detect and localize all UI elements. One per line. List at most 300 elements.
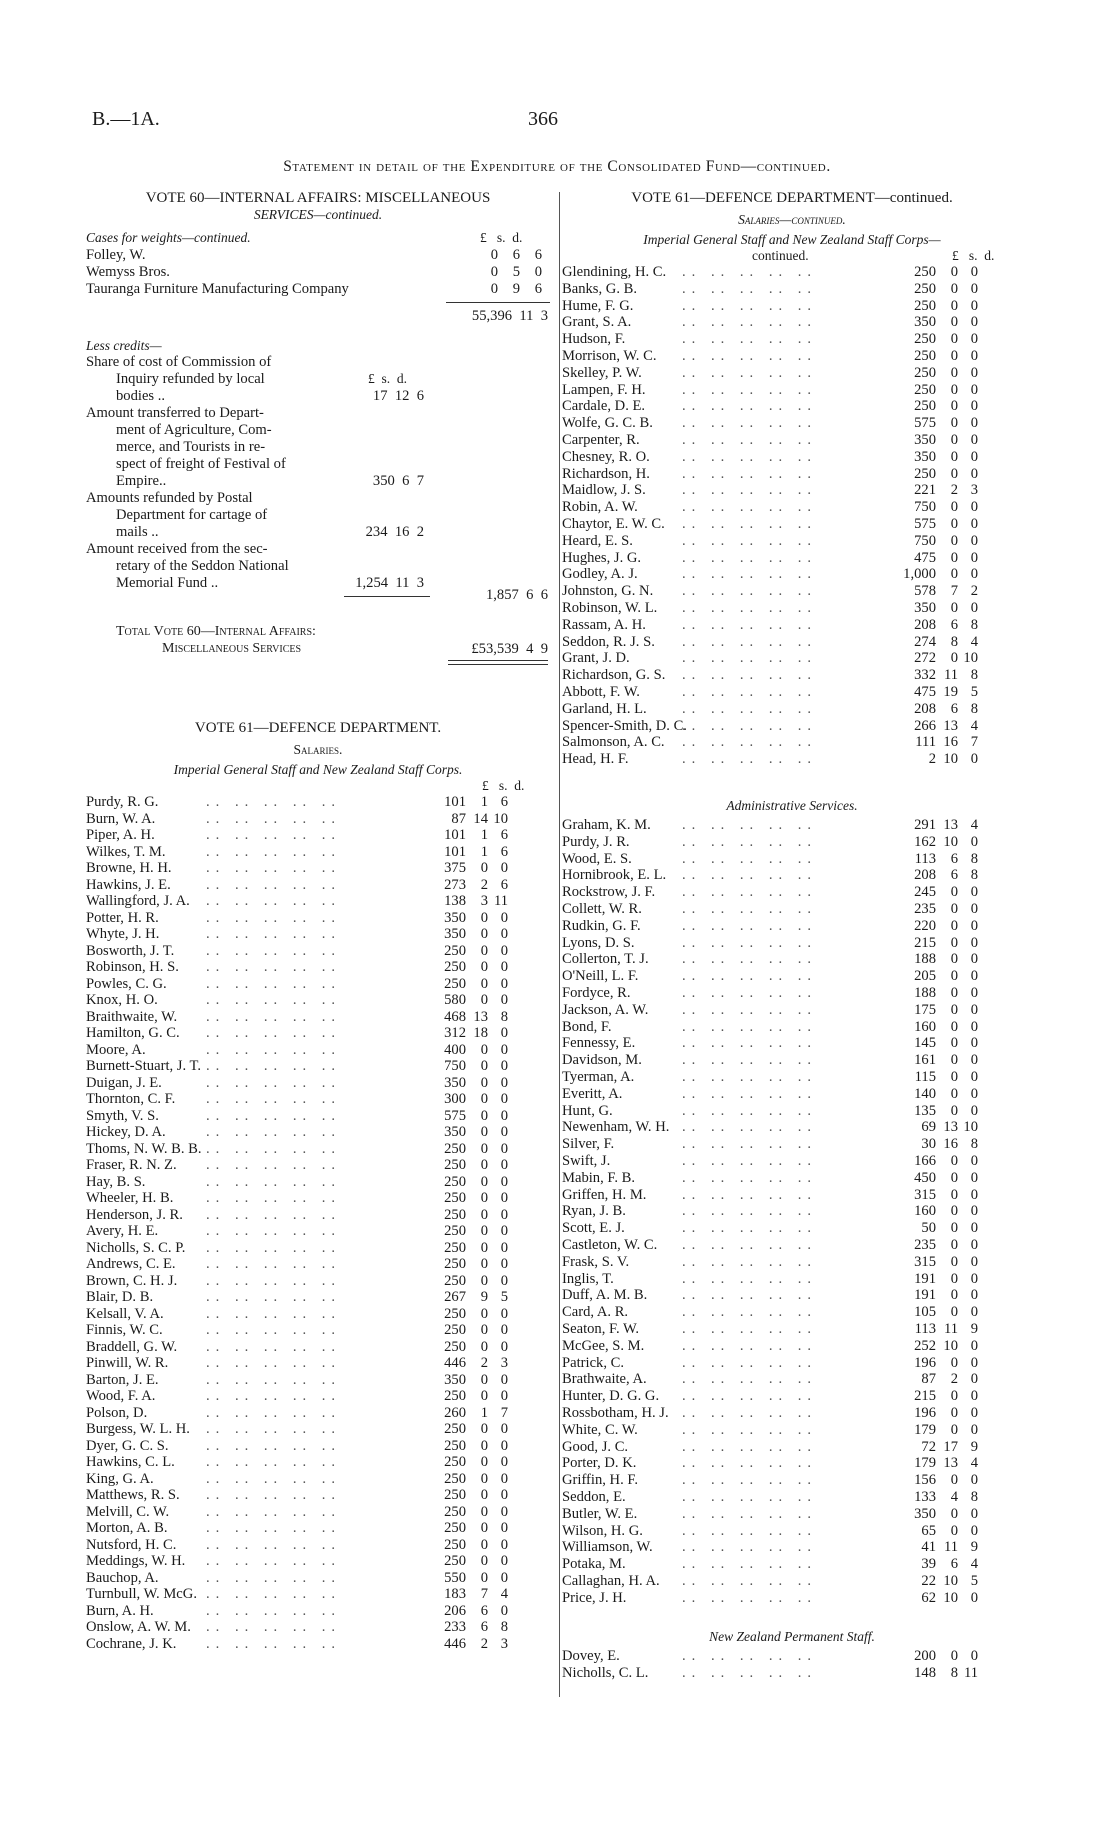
name-cell: Hickey, D. A. [86,1124,166,1140]
pence-cell: 0 [500,1388,508,1404]
shillings-cell: 3 [480,893,488,909]
credit-text: Memorial Fund .. [116,575,219,591]
table-row [562,951,1022,968]
name-cell: Collerton, T. J. [562,951,649,968]
pence-cell: 0 [500,975,508,992]
pence-cell: 0 [500,1536,508,1553]
leader-dots: .. .. .. .. .. [682,1589,818,1606]
pence-cell: 0 [970,1405,978,1421]
credit-text: Department for cartage of [116,507,268,523]
table-row [562,1203,1022,1220]
shillings-cell: 14 [473,810,488,827]
leader-dots: .. .. .. .. .. [682,1421,818,1438]
pence-cell: 0 [500,1454,508,1470]
pence-cell: 0 [500,1074,508,1091]
pounds-cell: 250 [444,1454,466,1470]
pence-cell: 0 [970,1287,978,1304]
table-row [86,1256,550,1273]
pence-cell: 0 [970,499,978,516]
credit-text: Amounts refunded by Postal [86,490,253,506]
pounds-cell: 400 [444,1041,466,1058]
pounds-cell: 0 [490,247,498,263]
pounds-cell: 274 [914,633,936,650]
leader-dots: .. .. .. .. .. [682,684,818,700]
leader-dots: .. .. .. .. .. [206,1586,342,1602]
pence-cell: 0 [970,968,978,985]
name-cell: Nutsford, H. C. [86,1536,177,1553]
table-row [562,1287,1022,1304]
name-cell: Dovey, E. [562,1648,620,1664]
name-cell: McGee, S. M. [562,1337,645,1354]
table-row [562,1237,1022,1254]
total-label: Total Vote 60—Internal Affairs: [116,624,316,639]
leader-dots: .. .. .. .. .. [206,1388,342,1404]
table-row [562,650,1022,667]
pence-cell: 0 [500,1124,508,1140]
shillings-cell: 10 [943,1589,958,1606]
pounds-cell: 250 [444,1322,466,1338]
table-row [86,1405,550,1422]
table-row [562,432,1022,449]
pence-cell: 0 [970,1421,978,1438]
shillings-cell: 1 [480,843,488,860]
name-cell: Hudson, F. [562,331,626,348]
pounds-cell: 65 [921,1522,936,1539]
pounds-cell: 62 [921,1589,936,1606]
shillings-cell: 6 [950,1556,958,1573]
pence-cell: 0 [970,600,978,616]
leader-dots: .. .. .. .. .. [206,1091,342,1107]
name-cell: Burgess, W. L. H. [86,1421,190,1437]
table-row [562,1506,1022,1523]
credit-text: ment of Agriculture, Com- [116,422,272,438]
name-cell: Whyte, J. H. [86,926,160,942]
pence-cell: 0 [500,992,508,1008]
pence-cell: 0 [500,1569,508,1586]
name-cell: Hornibrook, E. L. [562,867,667,884]
table-row [86,943,550,960]
shillings-cell: 0 [950,1287,958,1304]
leader-dots: .. .. .. .. .. [206,1157,342,1173]
table-row [86,1075,550,1092]
leader-dots: .. .. .. .. .. [682,1169,818,1186]
pounds-cell: 250 [444,975,466,992]
shillings-cell: 0 [950,448,958,465]
pence-cell: 4 [970,1455,978,1472]
pounds-cell: 166 [914,1153,936,1169]
table-row [562,1573,1022,1590]
table-row [86,1471,550,1488]
leader-dots: .. .. .. .. .. [206,893,342,909]
pounds-cell: 267 [444,1289,466,1305]
credit-money-header: £ s. d. [368,371,408,386]
table-row [562,884,1022,901]
leader-dots: .. .. .. .. .. [682,1522,818,1539]
name-cell: Purdy, R. G. [86,794,159,810]
table-row [562,1187,1022,1204]
pounds-cell: 160 [914,1018,936,1035]
table-row [562,516,1022,533]
less-credits: Less credits— [86,338,162,353]
name-cell: Griffin, H. F. [562,1472,638,1489]
shillings-cell: 11 [943,667,958,684]
shillings-cell: 0 [950,1648,958,1664]
leader-dots: .. .. .. .. .. [206,926,342,942]
name-cell: Wolfe, G. C. B. [562,415,653,432]
name-cell: Price, J. H. [562,1589,627,1606]
pence-cell: 0 [500,1239,508,1256]
leader-dots: .. .. .. .. .. [682,297,818,314]
name-cell: Spencer-Smith, D. C. [562,717,687,734]
pounds-cell: 250 [444,1437,466,1454]
pounds-cell: 350 [914,314,936,331]
table-row [86,1174,550,1191]
statement-title: Statement in detail of the Expenditure of the Consolidated Fund—continued. [283,158,831,175]
table-row [562,1665,1022,1682]
pence-cell: 10 [963,1119,978,1136]
leader-dots: .. .. .. .. .. [682,432,818,448]
table-row [562,365,1022,382]
pounds-cell: 272 [914,650,936,667]
pence-cell: 0 [970,833,978,850]
shillings-cell: 0 [480,1173,488,1190]
leader-dots: .. .. .. .. .. [682,280,818,297]
shillings-cell: 9 [512,281,520,297]
shillings-cell: 13 [943,1455,958,1472]
pence-cell: 0 [970,1253,978,1270]
pounds-cell: 188 [914,985,936,1001]
leader-dots: .. .. .. .. .. [682,1388,818,1405]
pence-cell: 0 [500,1025,508,1041]
shillings-cell: 0 [480,1157,488,1173]
name-cell: Castleton, W. C. [562,1237,658,1253]
shillings-cell: 11 [943,1321,958,1337]
pounds-cell: 179 [914,1421,936,1438]
shillings-cell: 0 [950,901,958,917]
name-cell: Card, A. R. [562,1304,629,1321]
pence-cell: 0 [970,1522,978,1539]
leader-dots: .. .. .. .. .. [682,700,818,717]
name-cell: Tauranga Furniture Manufacturing Company [86,281,349,297]
pounds-cell: 468 [444,1008,466,1025]
table-row [86,860,550,877]
pounds-cell: 260 [444,1404,466,1421]
name-cell: King, G. A. [86,1470,154,1487]
table-row [86,1372,550,1389]
pounds-cell: 215 [914,934,936,951]
name-cell: Dyer, G. C. S. [86,1437,169,1454]
pounds-cell: 111 [915,734,936,751]
leader-dots: .. .. .. .. .. [206,1107,342,1124]
table-row [562,1648,1022,1665]
pence-cell: 0 [970,1052,978,1069]
pounds-cell: 188 [914,951,936,968]
pence-cell: 0 [970,1220,978,1237]
pence-cell: 0 [970,1018,978,1035]
shillings-cell: 2 [480,1355,488,1371]
name-cell: Purdy, J. R. [562,833,630,850]
pounds-cell: 208 [914,700,936,717]
pence-cell: 0 [500,1487,508,1503]
shillings-cell: 0 [480,1272,488,1289]
pounds-cell: 252 [914,1337,936,1354]
table-row [562,449,1022,466]
name-cell: Richardson, G. S. [562,667,666,684]
pounds-cell: 350 [914,448,936,465]
table-row [86,1421,550,1438]
name-cell: Chesney, R. O. [562,448,650,465]
table-row [562,583,1022,600]
pence-cell: 0 [500,1091,508,1107]
name-cell: Matthews, R. S. [86,1487,180,1503]
shillings-cell: 0 [480,1223,488,1239]
shillings-cell: 0 [480,1454,488,1470]
double-rule [448,664,548,665]
shillings-cell: 6 [950,850,958,867]
name-cell: Fordyce, R. [562,985,631,1001]
shillings-cell: 0 [950,1069,958,1085]
pounds-cell: 200 [914,1648,936,1664]
pence-cell: 0 [500,1140,508,1157]
leader-dots: .. .. .. .. .. [682,499,818,516]
pounds-cell: 575 [444,1107,466,1124]
shillings-cell: 0 [950,968,958,985]
shillings-cell: 0 [480,1305,488,1322]
pence-cell: 0 [500,1256,508,1272]
shillings-cell: 0 [480,1124,488,1140]
table-row [86,1289,550,1306]
shillings-cell: 0 [950,1102,958,1119]
pence-cell: 0 [970,934,978,951]
pence-cell: 11 [493,893,508,909]
pounds-cell: 161 [914,1052,936,1069]
table-row [562,617,1022,634]
shillings-cell: 0 [950,264,958,280]
leader-dots: .. .. .. .. .. [682,633,818,650]
table-row [562,634,1022,651]
shillings-cell: 0 [950,381,958,398]
shillings-cell: 6 [950,867,958,884]
left-column [86,190,550,1690]
leader-dots: .. .. .. .. .. [206,1569,342,1586]
leader-dots: .. .. .. .. .. [682,1648,818,1664]
name-cell: Morrison, W. C. [562,348,657,364]
leader-dots: .. .. .. .. .. [682,1069,818,1085]
table-row [562,1405,1022,1422]
table-row [562,1002,1022,1019]
pence-cell: 0 [970,280,978,297]
pounds-cell: 196 [914,1354,936,1371]
pence-cell: 8 [970,867,978,884]
leader-dots: .. .. .. .. .. [682,985,818,1001]
pence-cell: 0 [970,398,978,415]
credit-text: Amount received from the sec- [86,541,268,557]
pounds-cell: 235 [914,1237,936,1253]
pounds-cell: 205 [914,968,936,985]
pence-cell: 0 [534,264,542,280]
shillings-cell: 0 [480,909,488,926]
pounds-cell: 250 [444,959,466,975]
leader-dots: .. .. .. .. .. [682,951,818,968]
pounds-cell: 39 [921,1556,936,1573]
name-cell: Robinson, W. L. [562,600,658,616]
table-row [86,1058,550,1075]
pence-cell: 0 [970,1388,978,1405]
name-cell: Bauchop, A. [86,1569,159,1586]
shillings-cell: 1 [480,827,488,843]
pounds-cell: 575 [914,516,936,532]
leader-dots: .. .. .. .. .. [682,1664,818,1681]
pence-cell: 3 [970,482,978,499]
name-cell: Maidlow, J. S. [562,482,646,499]
pounds-cell: 350 [444,1074,466,1091]
pounds-cell: 250 [444,1553,466,1569]
pounds-cell: 475 [914,549,936,566]
pence-cell: 0 [970,516,978,532]
shillings-cell: 0 [480,1569,488,1586]
staff-heading-continued: continued. [752,248,809,263]
name-cell: Heard, E. S. [562,532,633,549]
shillings-cell: 0 [950,1220,958,1237]
leader-dots: .. .. .. .. .. [206,876,342,893]
shillings-cell: 0 [480,1091,488,1107]
pounds-cell: 250 [914,264,936,280]
pence-cell: 6 [500,876,508,893]
shillings-cell: 0 [480,1140,488,1157]
pence-cell: 8 [970,616,978,633]
leader-dots: .. .. .. .. .. [682,734,818,751]
pence-cell: 0 [970,1102,978,1119]
credits-total: 1,857 6 6 [485,587,548,603]
name-cell: Abbott, F. W. [562,684,640,700]
table-row [86,1454,550,1471]
leader-dots: .. .. .. .. .. [206,1322,342,1338]
pounds-cell: 250 [444,1206,466,1223]
credit-text: bodies .. [116,388,166,404]
table-row [562,817,1022,834]
table-row [562,918,1022,935]
leader-dots: .. .. .. .. .. [682,1573,818,1589]
table-row [562,1052,1022,1069]
shillings-cell: 2 [480,876,488,893]
name-cell: Browne, H. H. [86,860,172,876]
pence-cell: 0 [970,532,978,549]
name-cell: Bond, F. [562,1018,612,1035]
leader-dots: .. .. .. .. .. [206,1256,342,1272]
table-row [562,1086,1022,1103]
leader-dots: .. .. .. .. .. [682,364,818,381]
leader-dots: .. .. .. .. .. [682,1270,818,1287]
pounds-cell: 183 [444,1586,466,1602]
table-row [562,718,1022,735]
pounds-cell: 315 [914,1186,936,1203]
pounds-cell: 446 [444,1635,466,1652]
table-row [86,1108,550,1125]
table-row [86,959,550,976]
name-cell: Chaytor, E. W. C. [562,516,665,532]
table-row [86,1438,550,1455]
table-row [86,1537,550,1554]
name-cell: Knox, H. O. [86,992,158,1008]
table-row [562,1304,1022,1321]
shillings-cell: 0 [950,1405,958,1421]
pence-cell: 0 [970,1203,978,1220]
name-cell: Banks, G. B. [562,280,637,297]
table-row [562,398,1022,415]
leader-dots: .. .. .. .. .. [206,1008,342,1025]
name-cell: Rassam, A. H. [562,616,646,633]
shillings-cell: 10 [943,833,958,850]
pounds-cell: 135 [914,1102,936,1119]
money-header: £ s. d. [482,778,525,793]
pounds-cell: 750 [444,1058,466,1074]
shillings-cell: 13 [943,717,958,734]
table-row [562,935,1022,952]
pounds-cell: 250 [444,1140,466,1157]
shillings-cell: 0 [950,1421,958,1438]
table-row [86,1322,550,1339]
admin-heading: Administrative Services. [726,798,858,813]
table-row [86,264,550,281]
leader-dots: .. .. .. .. .. [682,1035,818,1052]
leader-dots: .. .. .. .. .. [682,901,818,917]
pounds-cell: 250 [914,348,936,364]
pence-cell: 0 [970,1589,978,1606]
pence-cell: 8 [970,1136,978,1153]
name-cell: Tyerman, A. [562,1069,635,1085]
name-cell: Griffen, H. M. [562,1186,647,1203]
shillings-cell: 5 [512,264,520,280]
pounds-cell: 0 [490,281,498,297]
table-row [562,331,1022,348]
pounds-cell: 250 [444,1421,466,1437]
name-cell: Swift, J. [562,1153,611,1169]
name-cell: Robin, A. W. [562,499,638,516]
pounds-cell: 250 [914,364,936,381]
leader-dots: .. .. .. .. .. [206,1305,342,1322]
shillings-cell: 0 [950,1186,958,1203]
table-row [86,1306,550,1323]
leader-dots: .. .. .. .. .. [682,448,818,465]
leader-dots: .. .. .. .. .. [682,717,818,734]
shillings-cell: 0 [480,959,488,975]
pounds-cell: 0 [490,264,498,280]
shillings-cell: 0 [480,1239,488,1256]
name-cell: Fraser, R. N. Z. [86,1157,177,1173]
cases-heading: Cases for weights—continued. [86,230,251,245]
leader-dots: .. .. .. .. .. [206,1074,342,1091]
shillings-cell: 11 [943,1539,958,1556]
leader-dots: .. .. .. .. .. [682,381,818,398]
pounds-cell: 550 [444,1569,466,1586]
pence-cell: 4 [970,817,978,833]
pounds-cell: 250 [444,1157,466,1173]
salaries-continued: Salaries—continued. [738,212,846,227]
pence-cell: 0 [500,1371,508,1388]
name-cell: Newenham, W. H. [562,1119,670,1136]
shillings-cell: 17 [943,1438,958,1455]
table-row [86,1273,550,1290]
table-row [562,382,1022,399]
pounds-cell: 145 [914,1035,936,1052]
leader-dots: .. .. .. .. .. [682,1085,818,1102]
leader-dots: .. .. .. .. .. [206,1058,342,1074]
pence-cell: 0 [500,1305,508,1322]
shillings-cell: 0 [950,951,958,968]
name-cell: Glendining, H. C. [562,264,667,280]
leader-dots: .. .. .. .. .. [682,465,818,482]
leader-dots: .. .. .. .. .. [206,1520,342,1536]
